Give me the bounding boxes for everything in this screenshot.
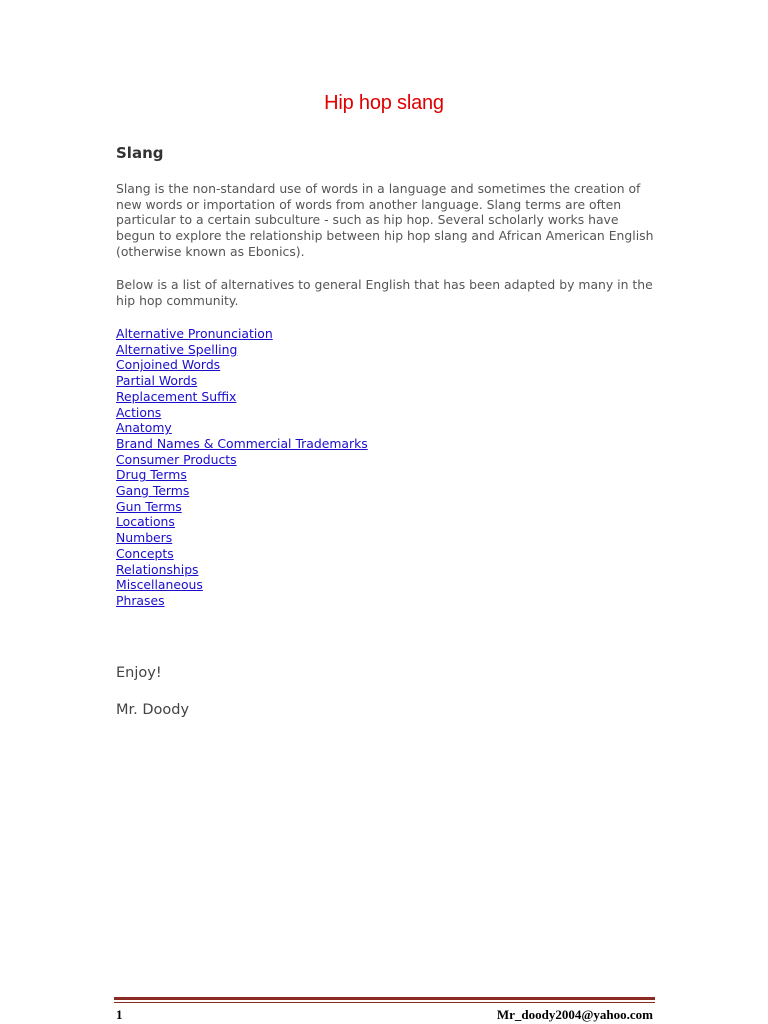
- link-alternative-pronunciation[interactable]: Alternative Pronunciation: [116, 326, 273, 341]
- list-item: [116, 467, 368, 483]
- list-item: [116, 357, 368, 373]
- list-item: [116, 577, 368, 593]
- list-item: [116, 420, 368, 436]
- link-gun-terms[interactable]: Gun Terms: [116, 498, 182, 514]
- list-item: [116, 514, 368, 530]
- intro-paragraph: Slang is the non-standard use of words in a language and sometimes the creation of new words or importation of words from another language. Slang terms are often particular to a certain subculture - such as hip hop. Several scholarly works have begun to explore the relationship between hip hop slang and African American English (otherwise known as Ebonics).: [116, 181, 654, 259]
- signature-text: Mr. Doody: [116, 702, 190, 718]
- list-item: [116, 499, 368, 515]
- list-item: [116, 373, 368, 389]
- footer-email: Mr_doody2004@yahoo.com: [496, 1007, 653, 1022]
- link-actions[interactable]: Actions: [116, 404, 162, 420]
- list-item: [116, 593, 368, 609]
- list-item: [116, 342, 368, 358]
- footer-divider: [114, 997, 655, 1000]
- link-brand-names[interactable]: Brand Names & Commercial Trademarks: [116, 435, 368, 451]
- link-alternative-spelling[interactable]: Alternative Spelling: [116, 341, 238, 357]
- link-numbers[interactable]: Numbers: [116, 530, 173, 546]
- document-title: Hip hop slang: [324, 92, 444, 114]
- list-item: [116, 562, 368, 578]
- footer-divider-thin: [114, 1002, 655, 1003]
- closing-text: Enjoy!: [116, 665, 162, 681]
- link-gang-terms[interactable]: Gang Terms: [116, 483, 190, 499]
- link-miscellaneous[interactable]: Miscellaneous: [116, 577, 203, 593]
- link-replacement-suffix[interactable]: Replacement Suffix: [116, 388, 237, 404]
- page-number: 1: [116, 1007, 123, 1022]
- list-item: [116, 326, 368, 342]
- list-intro-paragraph: Below is a list of alternatives to general English that has been adapted by many in the hip hop community.: [116, 277, 653, 308]
- section-heading: Slang: [116, 144, 164, 162]
- link-locations[interactable]: Locations: [116, 514, 175, 530]
- link-consumer-products[interactable]: Consumer Products: [116, 451, 237, 467]
- link-concepts[interactable]: Concepts: [116, 545, 174, 561]
- link-conjoined-words[interactable]: Conjoined Words: [116, 357, 221, 373]
- topic-link-list: [116, 326, 368, 609]
- list-item: [116, 436, 368, 452]
- list-item: [116, 530, 368, 546]
- list-item: [116, 452, 368, 468]
- list-item: [116, 546, 368, 562]
- link-phrases[interactable]: Phrases: [116, 592, 165, 608]
- link-partial-words[interactable]: Partial Words: [116, 373, 198, 389]
- list-item: [116, 389, 368, 405]
- list-item: [116, 483, 368, 499]
- link-relationships[interactable]: Relationships: [116, 561, 199, 577]
- list-item: [116, 405, 368, 421]
- link-anatomy[interactable]: Anatomy: [116, 420, 172, 436]
- link-drug-terms[interactable]: Drug Terms: [116, 467, 187, 483]
